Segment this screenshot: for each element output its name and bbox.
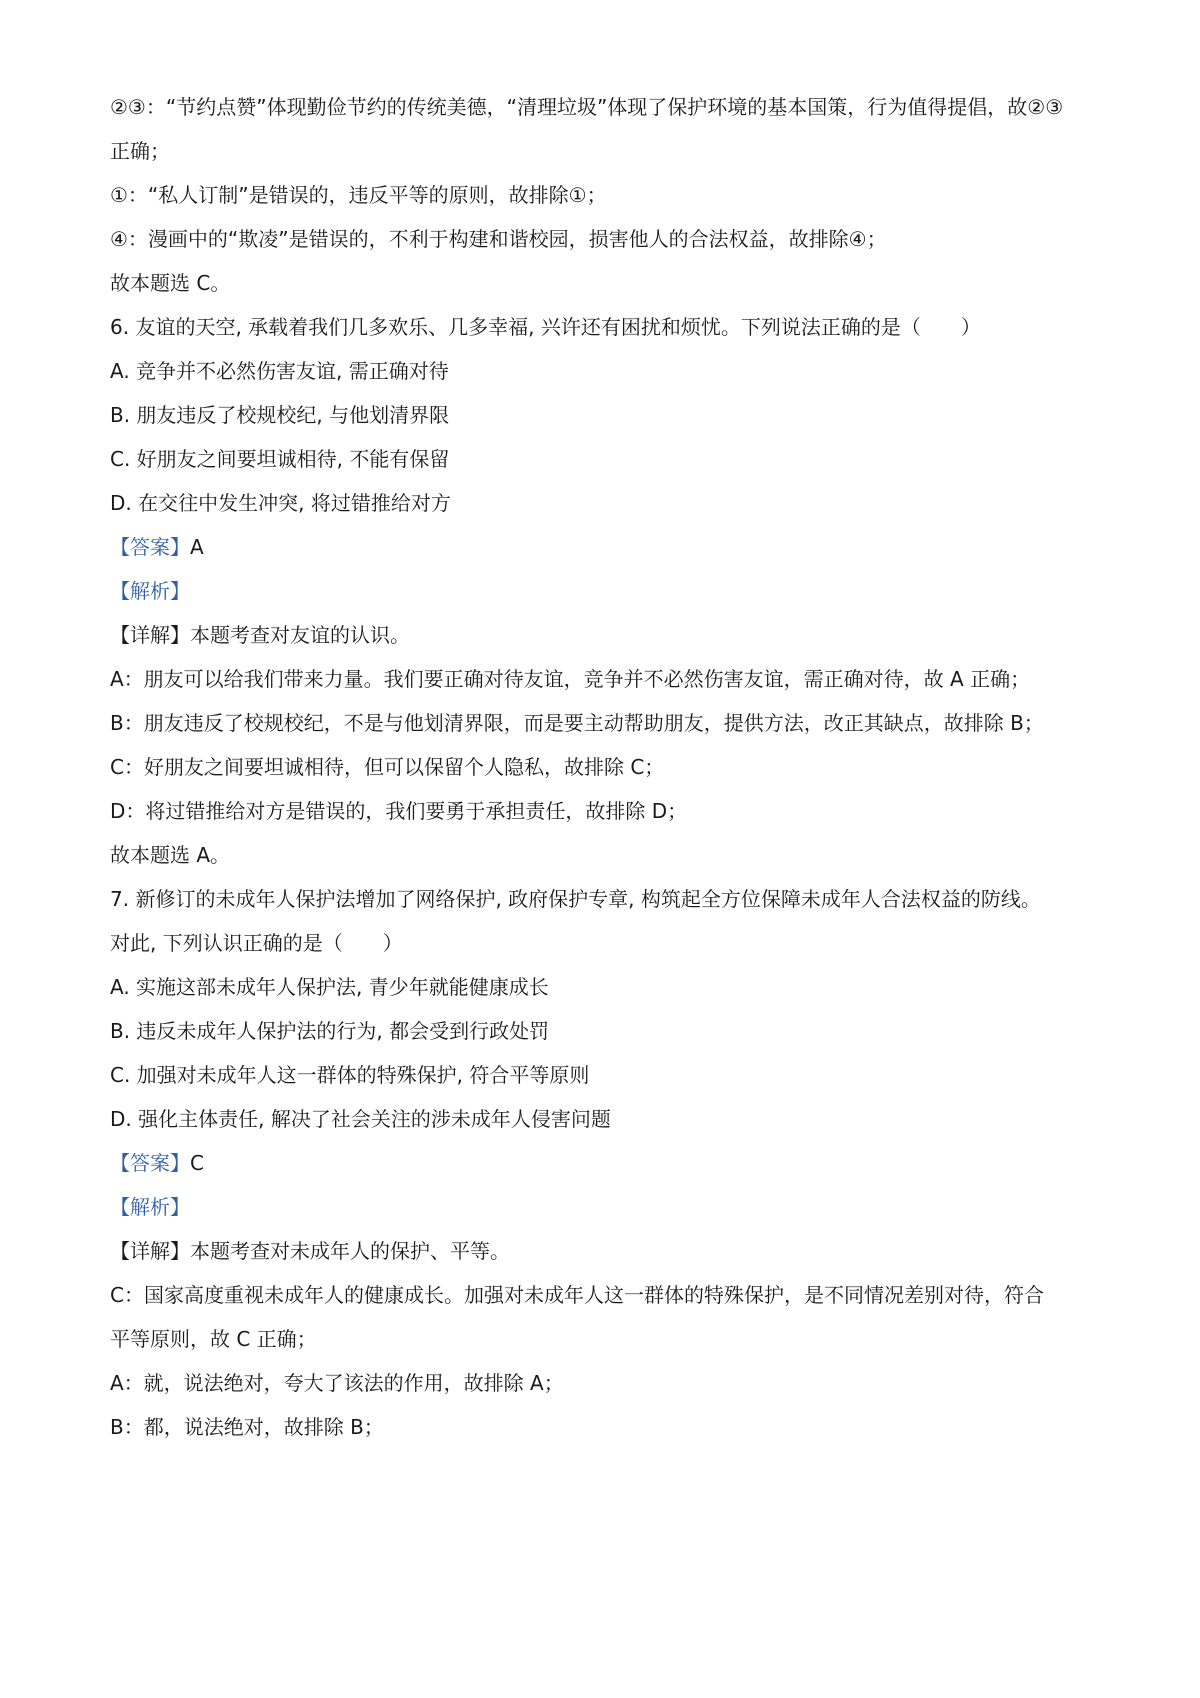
q7-option-d: D. 强化主体责任, 解决了社会关注的涉未成年人侵害问题 <box>110 1107 611 1131</box>
q6-conclusion: 故本题选 A。 <box>110 843 231 867</box>
q6-explain-a: A：朋友可以给我们带来力量。我们要正确对待友谊，竞争并不必然伤害友谊，需正确对待，故 A 正确； <box>110 667 1031 691</box>
q7-detail: 【详解】本题考查对未成年人的保护、平等。 <box>110 1239 510 1263</box>
q7-stem: 对此, 下列认识正确的是（ ） <box>110 931 403 955</box>
answer-value: C <box>190 1151 204 1175</box>
q6-option-d: D. 在交往中发生冲突, 将过错推给对方 <box>110 491 451 515</box>
analysis-tag: 【解析】 <box>110 579 190 603</box>
q5-explanation-line: ②③：“节约点赞”体现勤俭节约的传统美德，“清理垃圾”体现了保护环境的基本国策，行为值得提倡，故②③ <box>110 95 1064 119</box>
q7-explain-c: 平等原则，故 C 正确； <box>110 1327 317 1351</box>
q7-option-a: A. 实施这部未成年人保护法, 青少年就能健康成长 <box>110 975 549 999</box>
q7-option-b: B. 违反未成年人保护法的行为, 都会受到行政处罚 <box>110 1019 550 1043</box>
q6-answer <box>110 533 1110 561</box>
q7-analysis-tag <box>110 1193 1110 1221</box>
q5-explanation-line: 正确； <box>110 139 170 163</box>
answer-tag: 【答案】 <box>110 1151 190 1175</box>
q7-explain-c: C：国家高度重视未成年人的健康成长。加强对未成年人这一群体的特殊保护，是不同情况差别对待，符合 <box>110 1283 1044 1307</box>
q7-answer <box>110 1149 1110 1177</box>
q5-explanation-line: ①：“私人订制”是错误的，违反平等的原则，故排除①； <box>110 183 607 207</box>
q6-explain-c: C：好朋友之间要坦诚相待，但可以保留个人隐私，故排除 C； <box>110 755 665 779</box>
q7-stem: 7. 新修订的未成年人保护法增加了网络保护, 政府保护专章, 构筑起全方位保障未成年人合法权益的防线。 <box>110 887 1041 911</box>
q7-explain-b: B：都，说法绝对，故排除 B； <box>110 1415 384 1439</box>
answer-value: A <box>190 535 204 559</box>
q6-option-a: A. 竞争并不必然伤害友谊, 需正确对待 <box>110 359 449 383</box>
answer-tag: 【答案】 <box>110 535 190 559</box>
q7-option-c: C. 加强对未成年人这一群体的特殊保护, 符合平等原则 <box>110 1063 590 1087</box>
q7-explain-a: A：就，说法绝对，夸大了该法的作用，故排除 A； <box>110 1371 564 1395</box>
q6-option-c: C. 好朋友之间要坦诚相待, 不能有保留 <box>110 447 450 471</box>
q6-explain-b: B：朋友违反了校规校纪，不是与他划清界限，而是要主动帮助朋友，提供方法，改正其缺点，故排除 B； <box>110 711 1044 735</box>
q5-conclusion: 故本题选 C。 <box>110 271 231 295</box>
q5-explanation-line: ④：漫画中的“欺凌”是错误的，不利于构建和谐校园，损害他人的合法权益，故排除④； <box>110 227 887 251</box>
q6-option-b: B. 朋友违反了校规校纪, 与他划清界限 <box>110 403 450 427</box>
q6-stem: 6. 友谊的天空, 承载着我们几多欢乐、几多幸福, 兴许还有困扰和烦忧。下列说法正确的是（ ） <box>110 315 981 339</box>
q6-analysis-tag <box>110 577 1110 605</box>
q6-detail: 【详解】本题考查对友谊的认识。 <box>110 623 410 647</box>
q6-explain-d: D：将过错推给对方是错误的，我们要勇于承担责任，故排除 D； <box>110 799 688 823</box>
analysis-tag: 【解析】 <box>110 1195 190 1219</box>
